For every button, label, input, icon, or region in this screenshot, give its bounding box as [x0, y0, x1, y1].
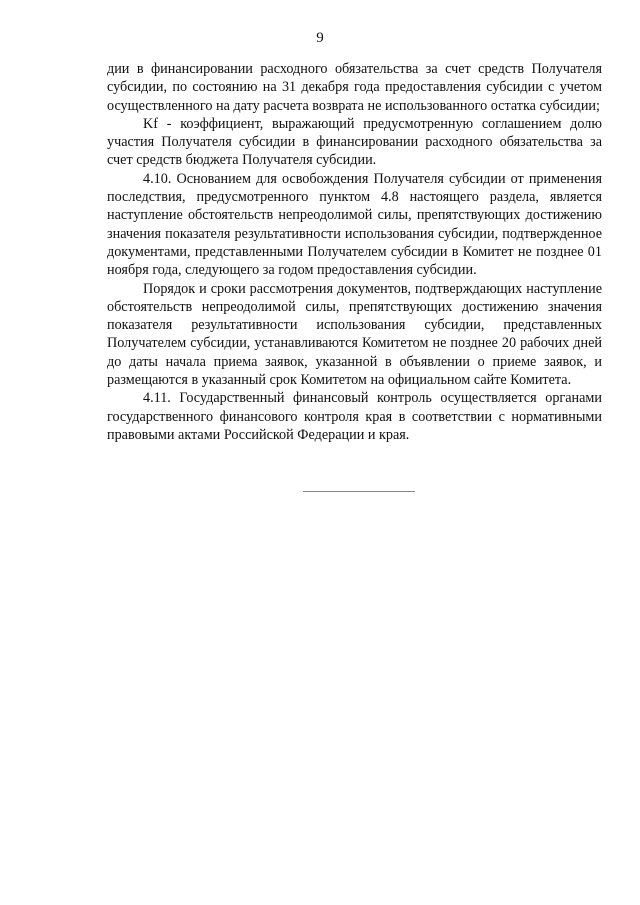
page-number: 9	[316, 30, 324, 46]
paragraph-4-11: 4.11. Государственный финансовый контроль осуществляется органами государственного финансового контроля края в соответствии с нормативными правовыми актами Российской Федерации и края.	[107, 390, 602, 443]
paragraph-4-10: 4.10. Основанием для освобождения Получателя субсидии от применения последствия, предусмотренного пунктом 4.8 настоящего раздела, является наступление обстоятельств непреодолимой силы, препятствующих достижению значения показателя результативности использования субсидии, подтвержденное документами, представленными Получателем субсидии в Комитет не позднее 01 ноября года, следующего за годом предоставления субсидии.	[107, 170, 602, 279]
paragraph-kf-definition: Kf - коэффициент, выражающий предусмотренную соглашением долю участия Получателя субсидии в финансировании расходного обязательства за счет средств бюджета Получателя субсидии.	[107, 115, 602, 169]
paragraph-procedure: Порядок и сроки рассмотрения документов, подтверждающих наступление обстоятельств непреодолимой силы, препятствующих достижению значения показателя результативности использования субсидии, представленных Получателем субсидии, устанавливаются Комитетом не позднее 20 рабочих дней до даты начала приема заявок, указанной в объявлении о приеме заявок, и размещаются в указанный срок Комитетом на официальном сайте Комитета.	[107, 280, 602, 389]
paragraph-continuation: дии в финансировании расходного обязательства за счет средств Получателя субсидии, по состоянию на 31 декабря года предоставления субсидии с учетом осуществленного на дату расчета возврата не использованного остатка субсидии;	[107, 61, 602, 114]
document-body	[107, 60, 602, 444]
end-separator-line	[303, 491, 415, 492]
